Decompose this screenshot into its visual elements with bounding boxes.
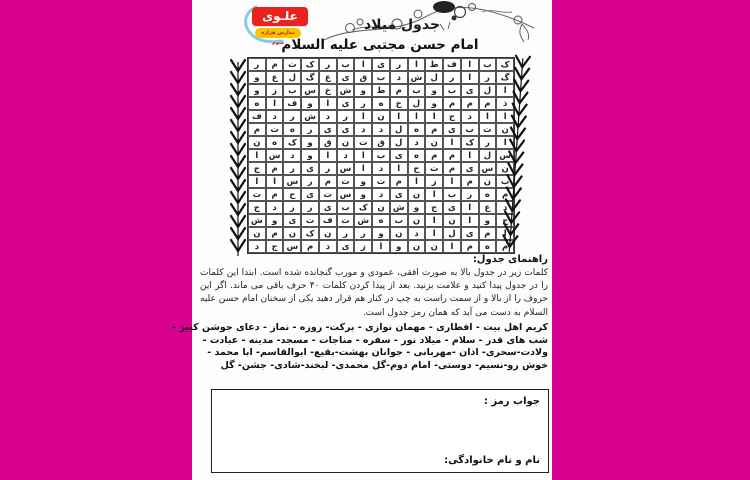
grid-cell: م [248,123,266,136]
grid-cell: د [283,149,301,162]
grid-cell: ر [301,175,319,188]
grid-cell: ی [337,97,355,110]
grid-cell: د [266,201,284,214]
grid-cell: خ [319,84,337,97]
grid-cell: و [301,97,319,110]
grid-cell: ب [496,175,514,188]
grid-cell: ه [372,97,390,110]
grid-cell: ا [461,201,479,214]
grid-cell: گ [301,71,319,84]
grid-cell: ن [283,227,301,240]
grid-cell: م [443,149,461,162]
grid-cell: م [479,97,497,110]
grid-cell: ه [283,123,301,136]
grid-cell: م [390,175,408,188]
grid-cell: ب [479,58,497,71]
grid-cell: ر [337,110,355,123]
grid-cell: م [479,227,497,240]
grid-cell: ب [283,84,301,97]
grid-cell: د [337,149,355,162]
logo-tagline-badge: مدارس هزاره سوم [255,28,301,38]
grid-cell: د [496,201,514,214]
grid-cell: ل [479,149,497,162]
grid-cell: ح [443,110,461,123]
grid-cell: ک [301,58,319,71]
grid-cell: ق [372,136,390,149]
grid-cell: م [461,175,479,188]
grid-cell: ن [425,240,443,253]
grid-cell: م [443,162,461,175]
grid-cell: د [390,71,408,84]
grid-cell: ن [372,201,390,214]
grid-cell: ی [319,201,337,214]
grid-cell: ر [354,227,372,240]
grid-cell: م [266,227,284,240]
grid-cell: ذ [496,97,514,110]
grid-cell: س [337,188,355,201]
grid-cell: د [372,123,390,136]
grid-cell: ک [301,227,319,240]
grid-cell: ا [390,110,408,123]
grid-cell: و [390,240,408,253]
grid-cell: م [425,123,443,136]
grid-cell: ی [443,123,461,136]
grid-cell: گ [496,71,514,84]
grid-cell: ف [283,97,301,110]
grid-cell: ر [301,123,319,136]
grid-cell: ه [408,123,426,136]
grid-cell: و [354,175,372,188]
grid-cell: ل [443,227,461,240]
grid-cell: د [372,188,390,201]
grid-cell: ا [354,110,372,123]
grid-cell: و [354,188,372,201]
grid-cell: ا [461,214,479,227]
grid-cell: و [425,84,443,97]
grid-cell: ک [496,58,514,71]
grid-cell: ا [390,162,408,175]
grid-cell: ب [408,84,426,97]
grid-cell: ن [372,110,390,123]
grid-cell: ن [443,214,461,227]
grid-cell: ا [319,149,337,162]
answer-code-label: جواب رمز : [483,396,540,407]
grid-cell: ح [408,162,426,175]
grid-cell: ه [479,240,497,253]
grid-cell: ی [301,162,319,175]
grid-cell: ب [337,58,355,71]
grid-cell: ا [266,175,284,188]
grid-cell: و [372,227,390,240]
grid-cell: ب [337,201,355,214]
grid-cell: و [248,71,266,84]
grid-cell: ر [319,58,337,71]
grid-cell: ق [354,71,372,84]
grid-cell: و [301,136,319,149]
grid-cell: ع [479,201,497,214]
grid-cell: س [337,162,355,175]
grid-cell: ر [443,71,461,84]
grid-cell: ر [248,58,266,71]
grid-cell: ت [479,123,497,136]
grid-cell: ش [408,71,426,84]
grid-cell: ج [266,240,284,253]
grid-cell: ب [461,123,479,136]
grid-cell: د [408,227,426,240]
grid-cell: ا [425,214,443,227]
grid-cell: د [354,123,372,136]
grid-cell: ن [408,188,426,201]
grid-cell: ا [248,175,266,188]
grid-cell: ن [248,136,266,149]
word-list-line: ولادت-سحری- اذان -مهربانی - جوانان بهشت-بقیع- ابوالقاسم- ابا محمد - [207,347,548,359]
grid-cell: ه [248,97,266,110]
grid-cell: ط [425,58,443,71]
grid-cell: ز [266,84,284,97]
grid-cell: ا [496,84,514,97]
logo-name-badge: علـوی [252,7,308,26]
grid-cell: ت [354,136,372,149]
grid-cell: ت [337,214,355,227]
grid-cell: س [301,84,319,97]
grid-cell: د [408,136,426,149]
grid-cell: ه [408,149,426,162]
grid-cell: ه [266,136,284,149]
grid-cell: م [301,240,319,253]
grid-cell: د [319,240,337,253]
guide-heading: راهنمای جدول: [472,254,548,265]
grid-cell: ز [425,175,443,188]
grid-cell: ع [319,71,337,84]
grid-cell: ی [319,123,337,136]
grid-cell: ی [443,201,461,214]
grid-cell: ل [408,97,426,110]
grid-cell: و [248,84,266,97]
grid-cell: ف [248,110,266,123]
grid-cell: ب [372,149,390,162]
word-list-line: کریم اهل بیت - افطاری - مهمان نوازی - برکت- روزه - نماز - دعای جوشن کبیر - [172,322,548,333]
grid-cell: ب [372,71,390,84]
grid-cell: م [319,175,337,188]
grid-cell: ا [425,227,443,240]
answer-box [211,389,549,473]
grid-cell: ش [301,110,319,123]
grid-cell: ا [496,110,514,123]
grid-cell: ی [461,84,479,97]
grid-cell: ا [443,136,461,149]
word-search-grid [247,57,515,254]
grid-cell: ا [461,58,479,71]
grid-cell: و [301,149,319,162]
grid-cell: د [319,110,337,123]
grid-cell: ن [479,175,497,188]
grid-cell: و [425,97,443,110]
grid-cell: ط [372,84,390,97]
grid-cell: ب [443,188,461,201]
grid-cell: ل [283,71,301,84]
grid-cell: م [266,188,284,201]
grid-cell: ی [301,188,319,201]
grid-cell: م [390,84,408,97]
grid-cell: خ [390,97,408,110]
grid-cell: ن [496,123,514,136]
grid-cell: ا [479,110,497,123]
leaf-garland-left-icon [229,58,247,262]
grid-cell: و [354,84,372,97]
grid-cell: ا [461,149,479,162]
grid-cell: ش [390,201,408,214]
word-list-line: خوش رو-نسیم- دوستی- امام دوم-گل محمدی- لبخند-شادی- جشن- گل [220,359,548,371]
grid-cell: م [496,188,514,201]
grid-cell: ا [408,110,426,123]
school-logo [250,5,312,46]
word-list [172,322,548,372]
grid-cell: ر [283,162,301,175]
grid-cell: ن [408,240,426,253]
page-subtitle: امام حسن مجتبی علیه السلام [281,37,479,53]
grid-cell: و [266,214,284,227]
grid-cell: ل [479,84,497,97]
grid-cell: ا [354,162,372,175]
grid-cell: ز [354,240,372,253]
grid-cell: ه [372,214,390,227]
grid-cell: ا [408,175,426,188]
grid-cell: ن [390,227,408,240]
grid-cell: م [461,240,479,253]
grid-cell: م [266,162,284,175]
grid-cell: ل [390,123,408,136]
grid-cell: ج [248,162,266,175]
guide-body-text: کلمات زیر در جدول بالا به صورت افقی، عمودی و مورب گنجانده شده است. ابتدا این کلمات را در جدول پیدا کنید و علامت بزنید. بعد از پیدا کردن کلمات ۴۰ حرف باقی می ماند. اگر این حروف را از بالا و از سمت راست به چپ در کنار هم قرار دهید یکی از سخنان امام حسن علیه السلام به دست می آید که همان رمز جدول است. [200,268,548,318]
grid-cell: و [408,201,426,214]
grid-cell: ر [479,71,497,84]
grid-cell: ا [372,240,390,253]
grid-cell: ن [425,136,443,149]
grid-cell: ر [283,110,301,123]
grid-cell: ی [390,149,408,162]
grid-cell: ب [390,214,408,227]
grid-cell: ج [425,201,443,214]
grid-cell: ک [354,201,372,214]
grid-cell: ا [266,97,284,110]
grid-cell: ی [337,123,355,136]
grid-cell: ف [319,214,337,227]
grid-cell: ی [390,188,408,201]
grid-cell: ر [354,97,372,110]
grid-cell: ک [461,136,479,149]
grid-cell: ج [248,201,266,214]
grid-cell: ل [390,136,408,149]
grid-cell: ر [461,188,479,201]
grid-cell: س [479,162,497,175]
grid-cell: ف [443,58,461,71]
grid-cell: ر [319,162,337,175]
grid-cell: س [283,175,301,188]
grid-cell: ر [283,201,301,214]
grid-cell: د [372,162,390,175]
grid-cell: ه [479,188,497,201]
grid-cell: ت [425,162,443,175]
grid-cell: ا [248,149,266,162]
grid-cell: ح [283,188,301,201]
grid-cell: ا [425,188,443,201]
grid-cell: ت [301,214,319,227]
grid-cell: س [496,149,514,162]
grid-cell: ل [425,71,443,84]
grid-cell: ت [372,175,390,188]
grid-cell: ج [496,214,514,227]
grid-cell: ن [319,227,337,240]
grid-cell: ق [319,136,337,149]
grid-cell: د [248,240,266,253]
grid-cell: م [425,149,443,162]
page-title: جدول میلاد [363,17,441,33]
grid-cell: ر [337,227,355,240]
grid-cell: ر [301,201,319,214]
grid-cell: ن [408,214,426,227]
grid-cell: ا [408,58,426,71]
grid-cell: ا [354,58,372,71]
grid-cell: ی [283,214,301,227]
grid-cell: ی [461,162,479,175]
worksheet-page [172,0,552,480]
grid-cell: ت [266,123,284,136]
grid-cell: ش [248,214,266,227]
grid-cell: ت [319,188,337,201]
grid-cell: ا [319,97,337,110]
grid-cell: س [266,149,284,162]
grid-cell: ا [425,110,443,123]
grid-cell: ش [337,84,355,97]
grid-cell: ت [283,58,301,71]
grid-cell: م [266,58,284,71]
grid-cell: ی [372,58,390,71]
grid-cell: ب [443,84,461,97]
grid-cell: ا [354,149,372,162]
grid-cell: د [266,110,284,123]
grid-cell: و [479,214,497,227]
grid-cell: س [283,240,301,253]
grid-cell: د [461,110,479,123]
grid-cell: ت [337,175,355,188]
grid-cell: م [443,97,461,110]
grid-cell: ا [496,136,514,149]
grid-cell: ی [461,227,479,240]
grid-cell: ک [283,136,301,149]
student-name-label: نام و نام خانوادگی: [444,455,540,466]
grid-cell: ن [248,227,266,240]
grid-cell: ش [354,214,372,227]
grid-cell: ا [443,240,461,253]
grid-cell: ت [248,188,266,201]
word-list-line: شب های قدر - سلام - میلاد نور - سفره - مناجات - مسجد- مدینه - عبادت - [202,334,548,346]
grid-cell: م [496,240,514,253]
grid-cell: م [461,97,479,110]
grid-cell: ی [337,240,355,253]
grid-cell: ر [390,58,408,71]
grid-cell: ا [461,71,479,84]
grid-cell: ع [266,71,284,84]
grid-cell: ر [479,136,497,149]
grid-cell: ا [496,227,514,240]
grid-cell: ن [337,136,355,149]
grid-cell: ن [496,162,514,175]
grid-cell: ی [337,71,355,84]
grid-cell: ا [443,175,461,188]
